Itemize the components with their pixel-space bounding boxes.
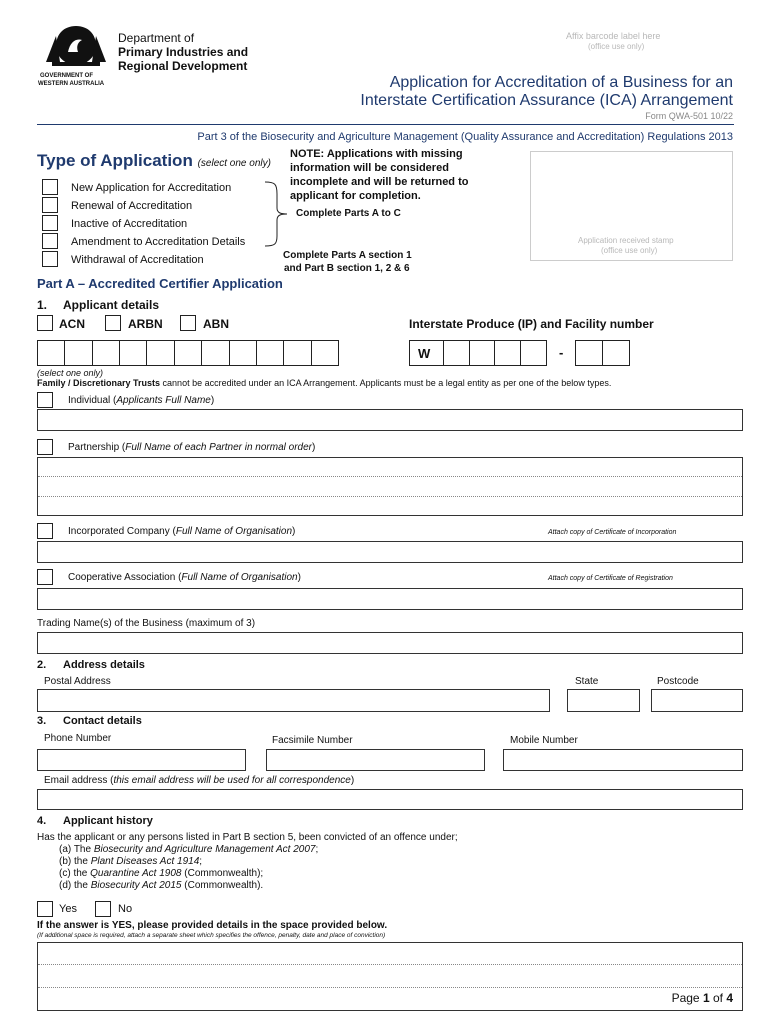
page-total: 4	[726, 991, 733, 1005]
dept-line-2: Primary Industries and	[118, 45, 249, 59]
form-title-line-2: Interstate Certification Assurance (ICA) Arrangement	[360, 92, 733, 109]
fax-label: Facsimile Number	[272, 735, 353, 746]
section-4-title: Applicant history	[63, 815, 153, 827]
complete-partial-2: and Part B section 1, 2 & 6	[284, 263, 410, 274]
digit-cell[interactable]	[120, 341, 147, 365]
act-item	[59, 868, 263, 879]
company-text: Incorporated Company	[68, 526, 170, 537]
stamp-label: Application received stamp	[578, 236, 674, 245]
checkbox-inactive[interactable]	[42, 215, 58, 231]
yes-label: Yes	[59, 903, 77, 915]
digit-cell[interactable]	[202, 341, 229, 365]
page-word: Page	[671, 991, 703, 1005]
history-question: Has the applicant or any persons listed in Part B section 5, been convicted of an offence under;	[37, 832, 458, 843]
cooperative-note: Full Name of Organisation	[181, 572, 298, 583]
barcode-placeholder: Affix barcode label here	[566, 31, 661, 41]
digit-cell[interactable]	[470, 341, 496, 365]
trusts-bold: Family / Discretionary Trusts	[37, 378, 161, 388]
label-acn: ACN	[59, 317, 85, 331]
act-suffix: (Commonwealth);	[181, 868, 264, 879]
email-input[interactable]	[37, 789, 743, 810]
email-note: this email address will be used for all correspondence	[113, 775, 351, 786]
act-name: Biosecurity and Agriculture Management Act 2007	[93, 844, 316, 855]
cooperative-attach-note: Attach copy of Certificate of Registration	[548, 575, 673, 582]
cooperative-name-input[interactable]	[37, 588, 743, 610]
note-line-3: incomplete and will be returned to	[290, 176, 469, 188]
select-one-note: (select one only)	[37, 368, 104, 378]
company-attach-note: Attach copy of Certificate of Incorporation	[548, 529, 677, 536]
dept-line-3: Regional Development	[118, 59, 248, 73]
section-4-number: 4.	[37, 815, 47, 827]
checkbox-renewal[interactable]	[42, 197, 58, 213]
history-details-input[interactable]	[37, 942, 743, 1011]
header-divider	[37, 124, 734, 125]
note-line-4: applicant for completion.	[290, 190, 421, 202]
company-name-input[interactable]	[37, 541, 743, 563]
partnership-text: Partnership	[68, 442, 120, 453]
digit-cell[interactable]	[175, 341, 202, 365]
complete-partial-1: Complete Parts A section 1	[283, 250, 412, 261]
form-title-line-1: Application for Accreditation of a Business for an	[389, 74, 733, 91]
if-yes-instruction: If the answer is YES, please provided details in the space provided below.	[37, 920, 388, 931]
checkbox-withdrawal[interactable]	[42, 251, 58, 267]
company-number-input[interactable]	[37, 340, 339, 366]
act-suffix: (Commonwealth).	[181, 880, 264, 891]
individual-text: Individual	[68, 395, 111, 406]
act-name: Plant Diseases Act 1914	[90, 856, 200, 867]
trading-name-label: Trading Name(s) of the Business (maximum of 3)	[37, 618, 256, 629]
history-dotted-line	[38, 987, 742, 988]
digit-cell[interactable]	[147, 341, 174, 365]
option-renewal: Renewal of Accreditation	[71, 200, 193, 212]
section-2-number: 2.	[37, 659, 47, 671]
act-prefix: (b) the	[59, 856, 91, 867]
dept-line-1: Department of	[118, 31, 195, 45]
if-yes-note: (If additional space is required, attach a separate sheet which specifies the offence, penalty, date and place of conviction)	[37, 932, 386, 939]
email-label: Email address (this email address will be used for all correspondence)	[44, 775, 355, 786]
act-suffix: ;	[315, 844, 319, 855]
trusts-rest: cannot be accredited under an ICA Arrangement. Applicants must be a legal entity as per one of the below types.	[160, 378, 612, 388]
state-label: State	[575, 676, 599, 687]
page-number: 1	[702, 991, 710, 1005]
label-arbn: ARBN	[128, 317, 163, 331]
postcode-label: Postcode	[657, 676, 699, 687]
of-word: of	[709, 991, 727, 1005]
checkbox-individual[interactable]	[37, 392, 53, 408]
state-input[interactable]	[567, 689, 640, 712]
type-heading-note: (select one only)	[197, 158, 271, 169]
digit-cell[interactable]	[495, 341, 521, 365]
individual-note: Applicants Full Name	[116, 395, 211, 406]
checkbox-abn[interactable]	[180, 315, 196, 331]
options-brace	[263, 180, 293, 248]
complete-parts-a-c: Complete Parts A to C	[296, 208, 401, 219]
section-1-title: Applicant details	[63, 298, 160, 312]
checkbox-company[interactable]	[37, 523, 53, 539]
act-prefix: (a) The	[59, 844, 94, 855]
partnership-label: Partnership (Full Name of each Partner in normal order)	[68, 442, 316, 453]
act-suffix: ;	[199, 856, 203, 867]
cooperative-label: Cooperative Association (Full Name of Organisation)	[68, 572, 301, 583]
checkbox-yes[interactable]	[37, 901, 53, 917]
act-item	[59, 844, 318, 855]
checkbox-amendment[interactable]	[42, 233, 58, 249]
act-item	[59, 856, 202, 867]
government-of-label: GOVERNMENT OF	[40, 73, 94, 79]
digit-cell[interactable]	[93, 341, 120, 365]
option-amendment: Amendment to Accreditation Details	[71, 236, 246, 248]
label-abn: ABN	[203, 317, 229, 331]
type-heading-text: Type of Application	[37, 151, 193, 170]
facility-number-input[interactable]	[575, 340, 630, 366]
checkbox-acn[interactable]	[37, 315, 53, 331]
digit-cell[interactable]	[521, 341, 546, 365]
partnership-dotted-line	[38, 476, 742, 477]
checkbox-new-application[interactable]	[42, 179, 58, 195]
section-3-title: Contact details	[63, 715, 142, 727]
option-new-application: New Application for Accreditation	[71, 182, 232, 194]
checkbox-arbn[interactable]	[105, 315, 121, 331]
ip-prefix-cell: W	[410, 341, 444, 365]
act-item	[59, 880, 263, 891]
form-number: Form QWA-501 10/22	[645, 111, 733, 121]
option-inactive: Inactive of Accreditation	[71, 218, 188, 230]
postcode-input[interactable]	[651, 689, 743, 712]
note-line-2: information will be considered	[290, 162, 449, 174]
digit-cell[interactable]	[444, 341, 470, 365]
partnership-names-input[interactable]	[37, 457, 743, 516]
act-name: Quarantine Act 1908	[90, 868, 182, 879]
act-prefix: (c) the	[59, 868, 91, 879]
phone-input[interactable]	[37, 749, 246, 771]
western-australia-label: WESTERN AUSTRALIA	[38, 81, 105, 87]
digit-cell[interactable]	[312, 341, 338, 365]
checkbox-partnership[interactable]	[37, 439, 53, 455]
digit-cell[interactable]	[230, 341, 257, 365]
part-a-heading: Part A – Accredited Certifier Application	[37, 276, 283, 291]
page-indicator	[672, 991, 733, 1005]
ip-dash: -	[559, 345, 564, 360]
ip-number-input[interactable]	[409, 340, 547, 366]
postal-address-label: Postal Address	[44, 676, 111, 687]
mobile-label: Mobile Number	[510, 735, 578, 746]
digit-cell[interactable]	[603, 341, 629, 365]
ip-facility-label: Interstate Produce (IP) and Facility number	[409, 317, 654, 331]
individual-name-input[interactable]	[37, 409, 743, 431]
cooperative-text: Cooperative Association	[68, 572, 176, 583]
digit-cell[interactable]	[576, 341, 603, 365]
trusts-note	[37, 378, 611, 388]
digit-cell[interactable]	[65, 341, 92, 365]
section-2-title: Address details	[63, 659, 145, 671]
partnership-note: Full Name of each Partner in normal order	[125, 442, 312, 453]
checkbox-no[interactable]	[95, 901, 111, 917]
fax-input[interactable]	[266, 749, 485, 771]
history-dotted-line	[38, 964, 742, 965]
section-1-number: 1.	[37, 298, 48, 312]
regulation-line: Part 3 of the Biosecurity and Agriculture Management (Quality Assurance and Accreditation) Regulations 2013	[197, 131, 733, 143]
section-3-number: 3.	[37, 715, 47, 727]
postal-address-input[interactable]	[37, 689, 550, 712]
mobile-input[interactable]	[503, 749, 743, 771]
option-withdrawal: Withdrawal of Accreditation	[71, 254, 204, 266]
company-label: Incorporated Company (Full Name of Organisation)	[68, 526, 296, 537]
type-of-application-heading	[37, 151, 271, 171]
digit-cell[interactable]	[38, 341, 65, 365]
email-text: Email address	[44, 775, 108, 786]
no-label: No	[118, 903, 133, 915]
checkbox-cooperative[interactable]	[37, 569, 53, 585]
act-name: Biosecurity Act 2015	[90, 880, 182, 891]
digit-cell[interactable]	[284, 341, 311, 365]
company-note: Full Name of Organisation	[175, 526, 293, 537]
trading-name-input[interactable]	[37, 632, 743, 654]
barcode-office-use: (office use only)	[588, 42, 645, 51]
wa-government-crest	[42, 22, 110, 70]
act-prefix: (d) the	[59, 880, 91, 891]
phone-label: Phone Number	[44, 733, 112, 744]
digit-cell[interactable]	[257, 341, 284, 365]
stamp-office-use: (office use only)	[601, 246, 658, 255]
individual-label: Individual (Applicants Full Name)	[68, 395, 215, 406]
partnership-dotted-line	[38, 496, 742, 497]
note-line-1: NOTE: Applications with missing	[290, 148, 463, 160]
